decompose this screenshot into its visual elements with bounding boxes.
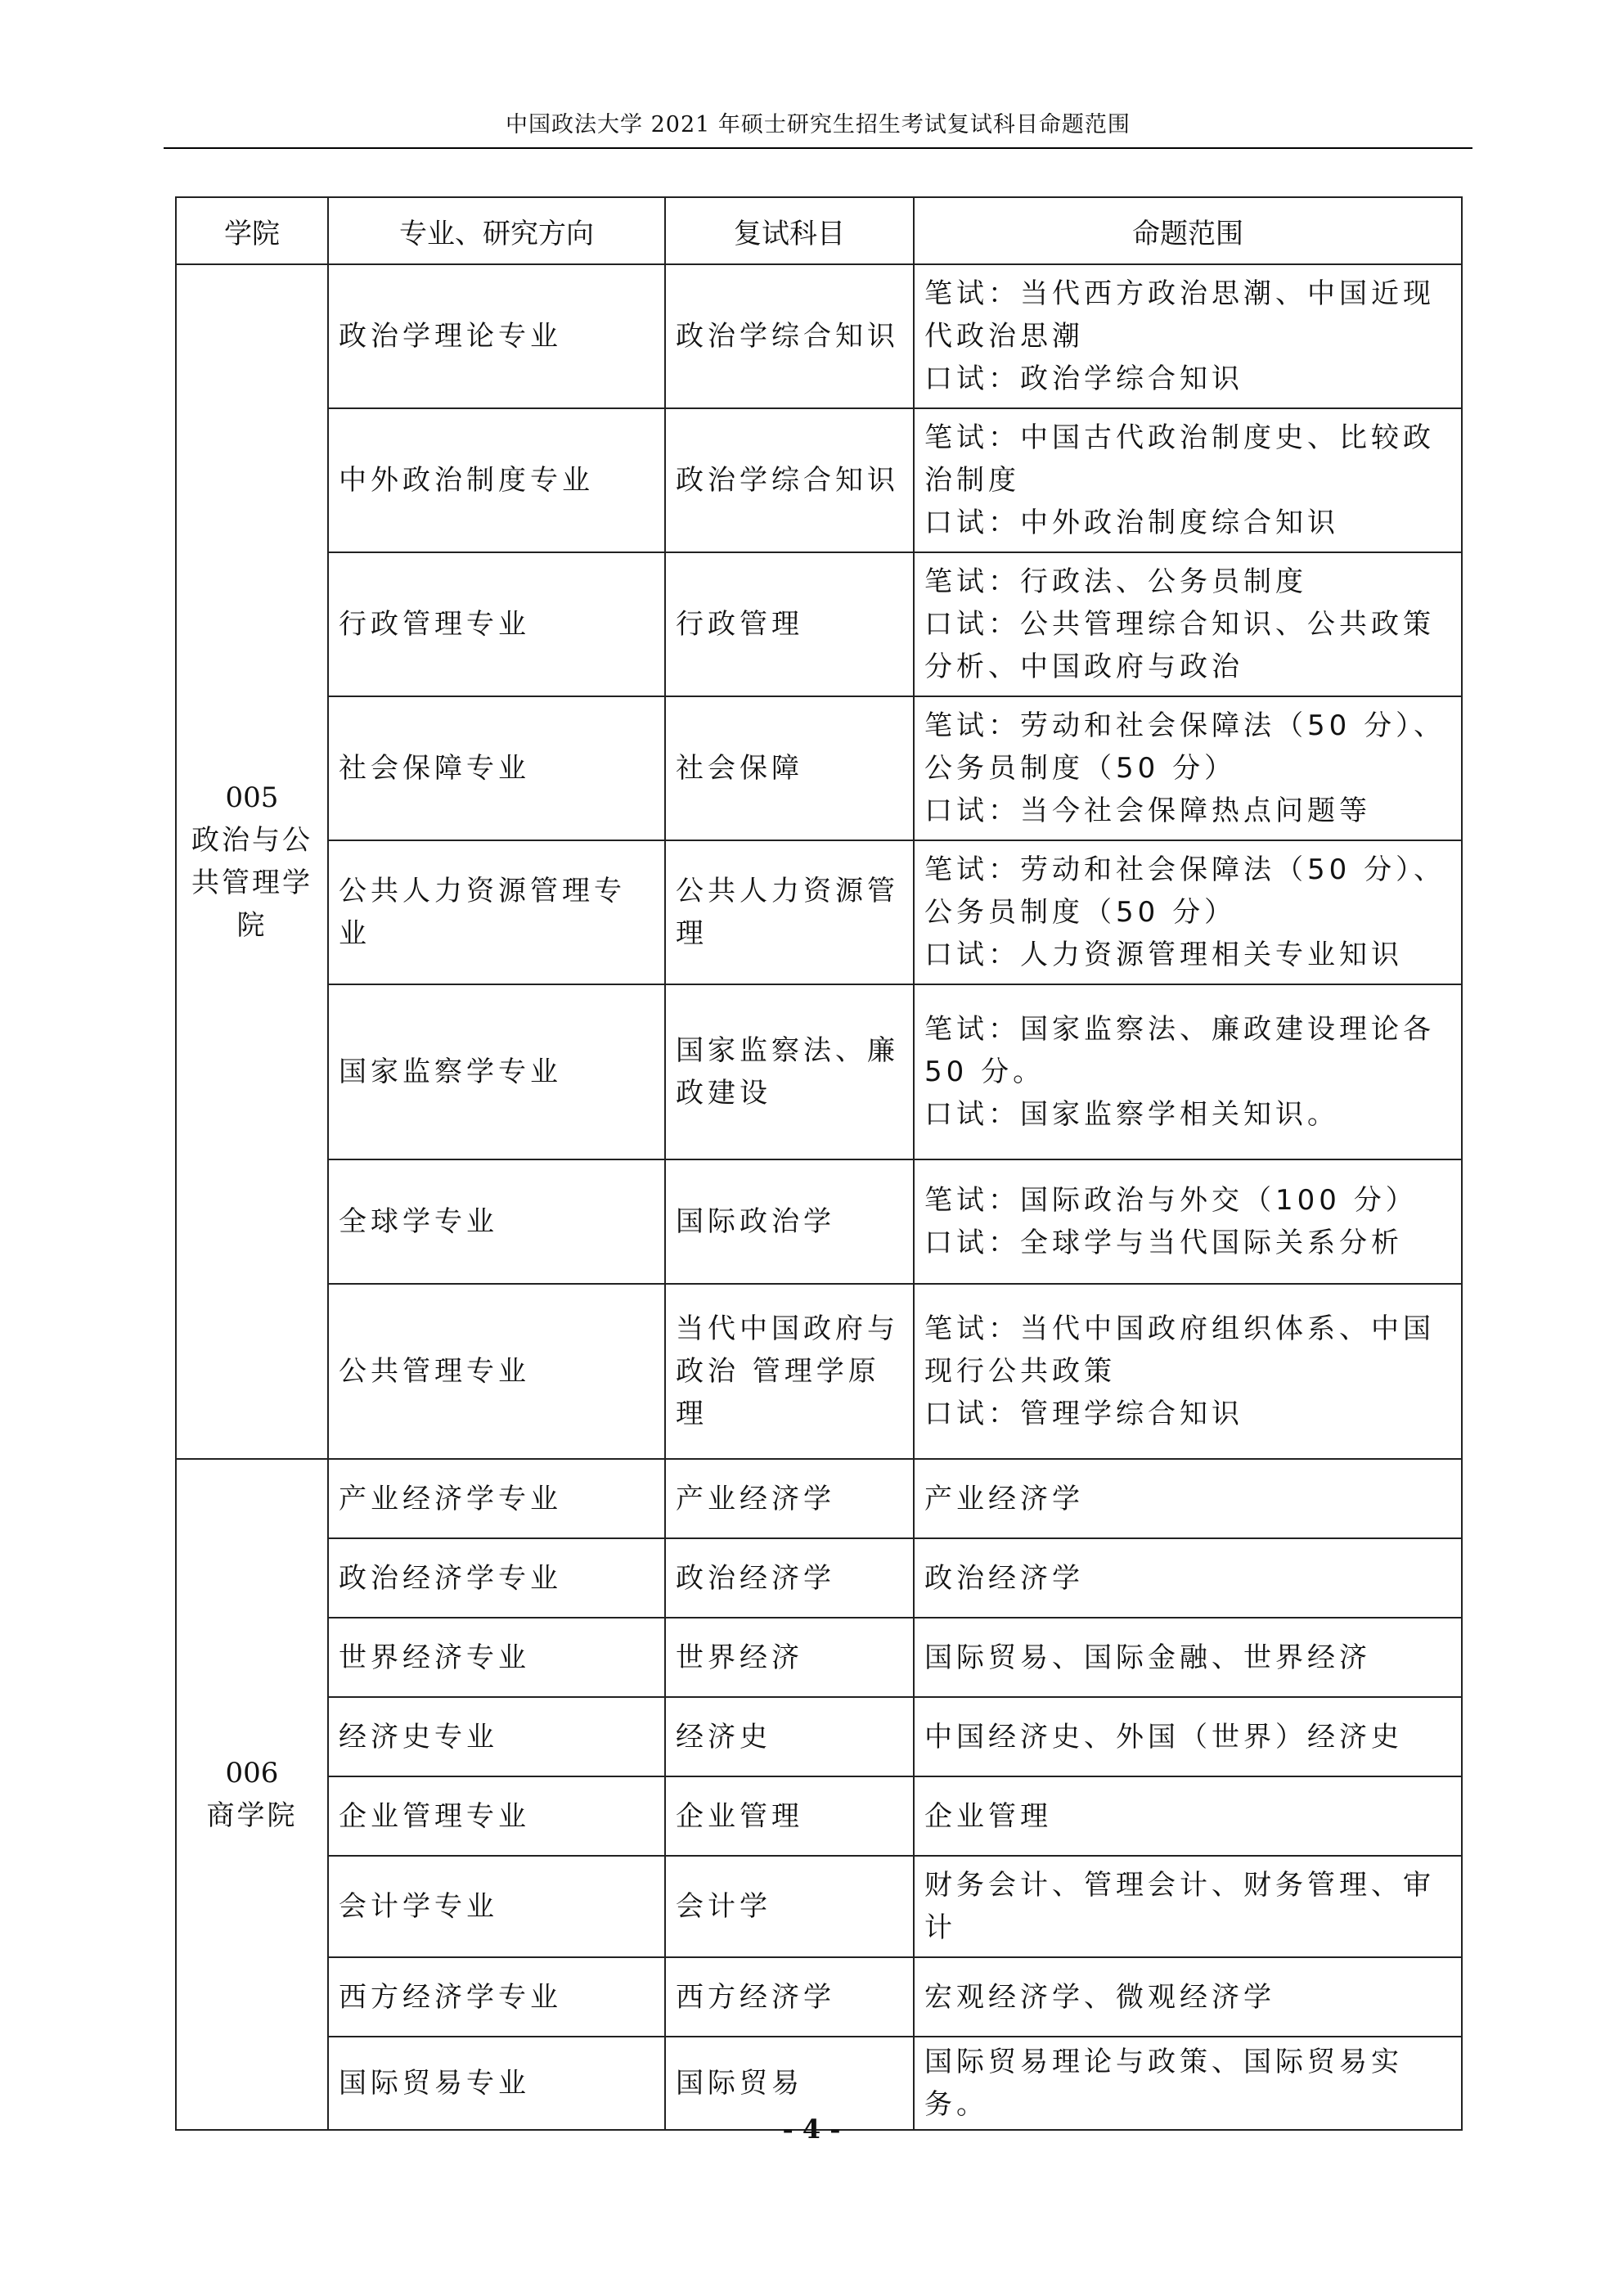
scope-cell	[914, 984, 1462, 1159]
subject-cell: 国际贸易	[665, 2037, 914, 2130]
scope-line: 宏观经济学、微观经济学	[924, 1980, 1275, 2014]
table-row	[176, 840, 1462, 984]
column-header-subject: 复试科目	[665, 197, 914, 264]
exam-scope-table	[175, 196, 1463, 2131]
college-name-line: 政治与公	[191, 824, 312, 857]
scope-line: 口试：政治学综合知识	[924, 362, 1243, 395]
scope-cell	[914, 264, 1462, 408]
subject-cell: 当代中国政府与政治 管理学原理	[665, 1284, 914, 1459]
table-row	[176, 696, 1462, 840]
scope-line: 笔试：中国古代政治制度史、比较政治制度	[924, 421, 1435, 497]
major-cell: 公共管理专业	[328, 1284, 665, 1459]
scope-line: 口试：中外政治制度综合知识	[924, 506, 1339, 539]
scope-line: 口试：当今社会保障热点问题等	[924, 795, 1371, 827]
table-row	[176, 1957, 1462, 2037]
table-row	[176, 1159, 1462, 1284]
scope-cell	[914, 1459, 1462, 1538]
subject-cell: 西方经济学	[665, 1957, 914, 2037]
scope-cell	[914, 1957, 1462, 2037]
major-cell: 经济史专业	[328, 1697, 665, 1776]
subject-cell: 公共人力资源管理	[665, 840, 914, 984]
major-cell: 政治经济学专业	[328, 1538, 665, 1618]
scope-cell	[914, 1856, 1462, 1957]
scope-cell	[914, 840, 1462, 984]
subject-cell: 政治学综合知识	[665, 408, 914, 552]
subject-cell: 社会保障	[665, 696, 914, 840]
page-header-title: 中国政法大学 2021 年硕士研究生招生考试复试科目命题范围	[506, 112, 1131, 137]
table-row	[176, 1776, 1462, 1856]
scope-line: 笔试：当代西方政治思潮、中国近现代政治思潮	[924, 277, 1435, 353]
college-name-line: 共管理学	[191, 867, 312, 899]
table-body	[176, 264, 1462, 2130]
scope-line: 笔试：当代中国政府组织体系、中国现行公共政策	[924, 1312, 1435, 1388]
subject-cell: 政治经济学	[665, 1538, 914, 1618]
scope-line: 国际贸易理论与政策、国际贸易实务。	[924, 2046, 1403, 2121]
subject-cell: 世界经济	[665, 1618, 914, 1697]
scope-cell	[914, 1284, 1462, 1459]
subject-cell: 国家监察法、廉政建设	[665, 984, 914, 1159]
major-cell: 政治学理论专业	[328, 264, 665, 408]
subject-cell: 国际政治学	[665, 1159, 914, 1284]
scope-cell	[914, 1697, 1462, 1776]
college-name-line: 院	[236, 909, 268, 942]
header-divider	[164, 147, 1472, 149]
subject-cell: 企业管理	[665, 1776, 914, 1856]
major-cell: 行政管理专业	[328, 552, 665, 696]
subject-cell: 经济史	[665, 1697, 914, 1776]
column-header-major: 专业、研究方向	[328, 197, 665, 264]
scope-line: 口试：国家监察学相关知识。	[924, 1098, 1339, 1131]
table-row	[176, 1697, 1462, 1776]
college-cell	[176, 264, 328, 1459]
subject-cell: 会计学	[665, 1856, 914, 1957]
scope-line: 口试：全球学与当代国际关系分析	[924, 1227, 1403, 1259]
table-row	[176, 408, 1462, 552]
scope-line: 产业经济学	[924, 1482, 1084, 1515]
scope-line: 口试：公共管理综合知识、公共政策分析、中国政府与政治	[924, 608, 1435, 683]
scope-line: 笔试：劳动和社会保障法（50 分）、公务员制度（50 分）	[924, 709, 1446, 785]
table-header-row	[176, 197, 1462, 264]
scope-cell	[914, 1538, 1462, 1618]
scope-line: 口试：人力资源管理相关专业知识	[924, 939, 1403, 971]
subject-cell: 行政管理	[665, 552, 914, 696]
table-row	[176, 1538, 1462, 1618]
column-header-college: 学院	[176, 197, 328, 264]
scope-line: 笔试：劳动和社会保障法（50 分）、公务员制度（50 分）	[924, 853, 1446, 929]
scope-line: 财务会计、管理会计、财务管理、审计	[924, 1869, 1435, 1944]
scope-line: 国际贸易、国际金融、世界经济	[924, 1641, 1371, 1674]
subject-cell: 政治学综合知识	[665, 264, 914, 408]
college-name	[182, 1794, 322, 1837]
table-row	[176, 984, 1462, 1159]
scope-cell	[914, 408, 1462, 552]
major-cell: 全球学专业	[328, 1159, 665, 1284]
major-cell: 社会保障专业	[328, 696, 665, 840]
table-row	[176, 552, 1462, 696]
scope-line: 中国经济史、外国（世界）经济史	[924, 1720, 1403, 1754]
scope-cell	[914, 1618, 1462, 1697]
college-code: 006	[225, 1757, 279, 1790]
major-cell: 世界经济专业	[328, 1618, 665, 1697]
major-cell: 国家监察学专业	[328, 984, 665, 1159]
college-name	[182, 819, 322, 947]
major-cell: 西方经济学专业	[328, 1957, 665, 2037]
major-cell: 公共人力资源管理专业	[328, 840, 665, 984]
major-cell: 国际贸易专业	[328, 2037, 665, 2130]
scope-line: 笔试：国家监察法、廉政建设理论各 50 分。	[924, 1013, 1435, 1088]
page-number: - 4 -	[782, 2114, 841, 2145]
college-cell	[176, 1459, 328, 2130]
scope-cell	[914, 696, 1462, 840]
table-row	[176, 1284, 1462, 1459]
major-cell: 企业管理专业	[328, 1776, 665, 1856]
major-cell: 会计学专业	[328, 1856, 665, 1957]
table-row	[176, 1856, 1462, 1957]
column-header-scope: 命题范围	[914, 197, 1462, 264]
major-cell: 中外政治制度专业	[328, 408, 665, 552]
table-row	[176, 1459, 1462, 1538]
scope-line: 笔试：国际政治与外交（100 分）	[924, 1184, 1418, 1217]
scope-cell	[914, 1776, 1462, 1856]
scope-cell	[914, 1159, 1462, 1284]
scope-line: 政治经济学	[924, 1561, 1084, 1595]
scope-line: 企业管理	[924, 1799, 1052, 1833]
major-cell: 产业经济学专业	[328, 1459, 665, 1538]
college-code: 005	[225, 781, 279, 814]
subject-cell: 产业经济学	[665, 1459, 914, 1538]
table-row	[176, 1618, 1462, 1697]
table-row	[176, 264, 1462, 408]
college-name-line: 商学院	[206, 1799, 298, 1832]
scope-line: 笔试：行政法、公务员制度	[924, 565, 1307, 598]
scope-line: 口试：管理学综合知识	[924, 1398, 1243, 1430]
scope-cell	[914, 552, 1462, 696]
